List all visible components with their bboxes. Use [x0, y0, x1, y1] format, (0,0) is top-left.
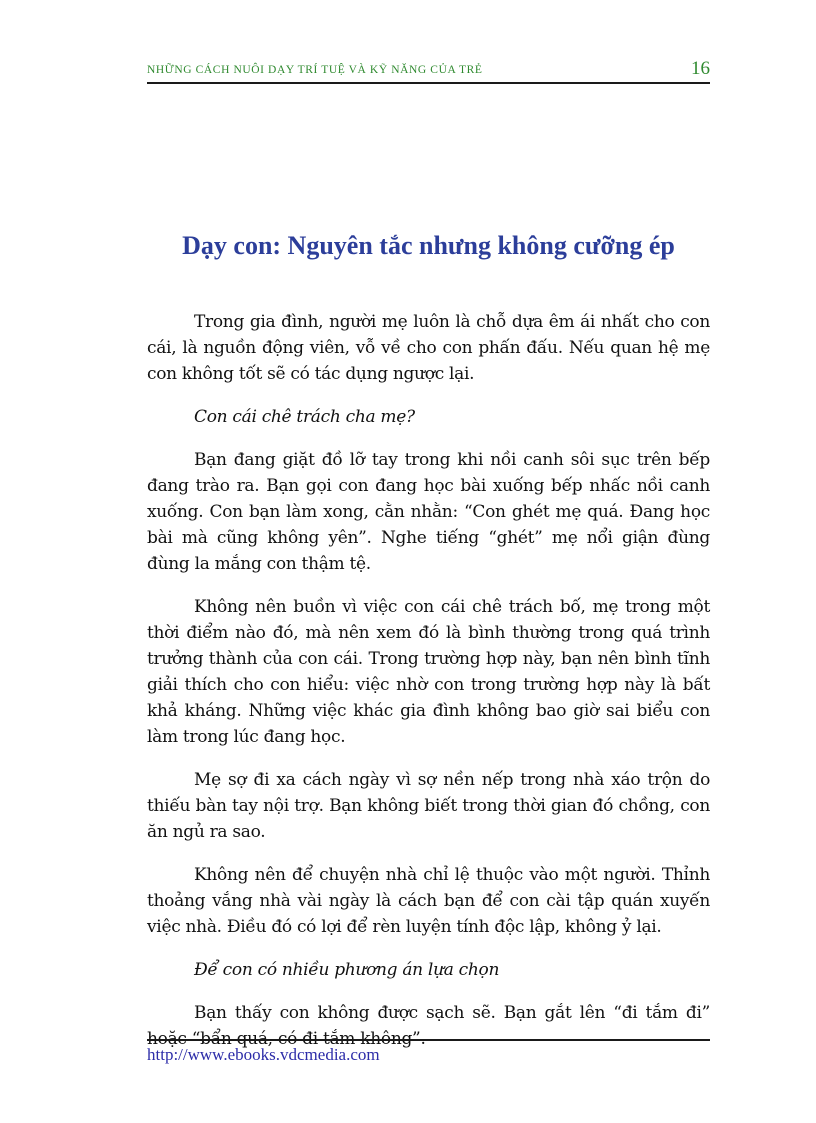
page-number: 16 [691, 58, 710, 79]
paragraph-2: Bạn đang giặt đồ lỡ tay trong khi nồi canh sôi sục trên bếp đang trào ra. Bạn gọi con đang học bài xuống bếp nhấc nồi canh xuống. Con bạn làm xong, cằn nhằn: “Con ghét mẹ quá. Đang học bài mà cũng không yên”. Nghe tiếng “ghét” mẹ nổi giận đùng đùng la mắng con thậm tệ. [147, 450, 710, 574]
footer-link[interactable]: http://www.ebooks.vdcmedia.com [147, 1045, 380, 1064]
chapter-title: Dạy con: Nguyên tắc nhưng không cưỡng ép [182, 231, 675, 261]
paragraph-4: Mẹ sợ đi xa cách ngày vì sợ nền nếp trong nhà xáo trộn do thiếu bàn tay nội trợ. Bạn không biết trong thời gian đó chồng, con ăn ngủ ra sao. [147, 770, 710, 842]
footer-divider [147, 1039, 710, 1041]
page-body [147, 309, 710, 1069]
paragraph-6: Bạn thấy con không được sạch sẽ. Bạn gắt lên “đi tắm đi” hoặc “bẩn quá, có đi tắm không”. [147, 1003, 710, 1049]
paragraph-3: Không nên buồn vì việc con cái chê trách bố, mẹ trong một thời điểm nào đó, mà nên xem đó là bình thường trong quá trình trưởng thành của con cái. Trong trường hợp này, bạn nên bình tĩnh giải thích cho con hiểu: việc nhờ con trong trường hợp này là bất khả kháng. Những việc khác gia đình không bao giờ sai biểu con làm trong lúc đang học. [147, 597, 710, 747]
paragraph-1: Trong gia đình, người mẹ luôn là chỗ dựa êm ái nhất cho con cái, là nguồn động viên, vỗ về cho con phấn đấu. Nếu quan hệ mẹ con không tốt sẽ có tác dụng ngược lại. [147, 312, 710, 384]
subheading-1: Con cái chê trách cha mẹ? [194, 407, 415, 427]
book-title: NHỮNG CÁCH NUÔI DẠY TRÍ TUỆ VÀ KỸ NĂNG CỦA TRẺ [147, 64, 483, 76]
paragraph-5: Không nên để chuyện nhà chỉ lệ thuộc vào một người. Thỉnh thoảng vắng nhà vài ngày là cách bạn để con cài tập quán xuyến việc nhà. Điều đó có lợi để rèn luyện tính độc lập, không ỷ lại. [147, 865, 710, 937]
subheading-2: Để con có nhiều phương án lựa chọn [194, 960, 500, 980]
running-header [147, 58, 710, 84]
